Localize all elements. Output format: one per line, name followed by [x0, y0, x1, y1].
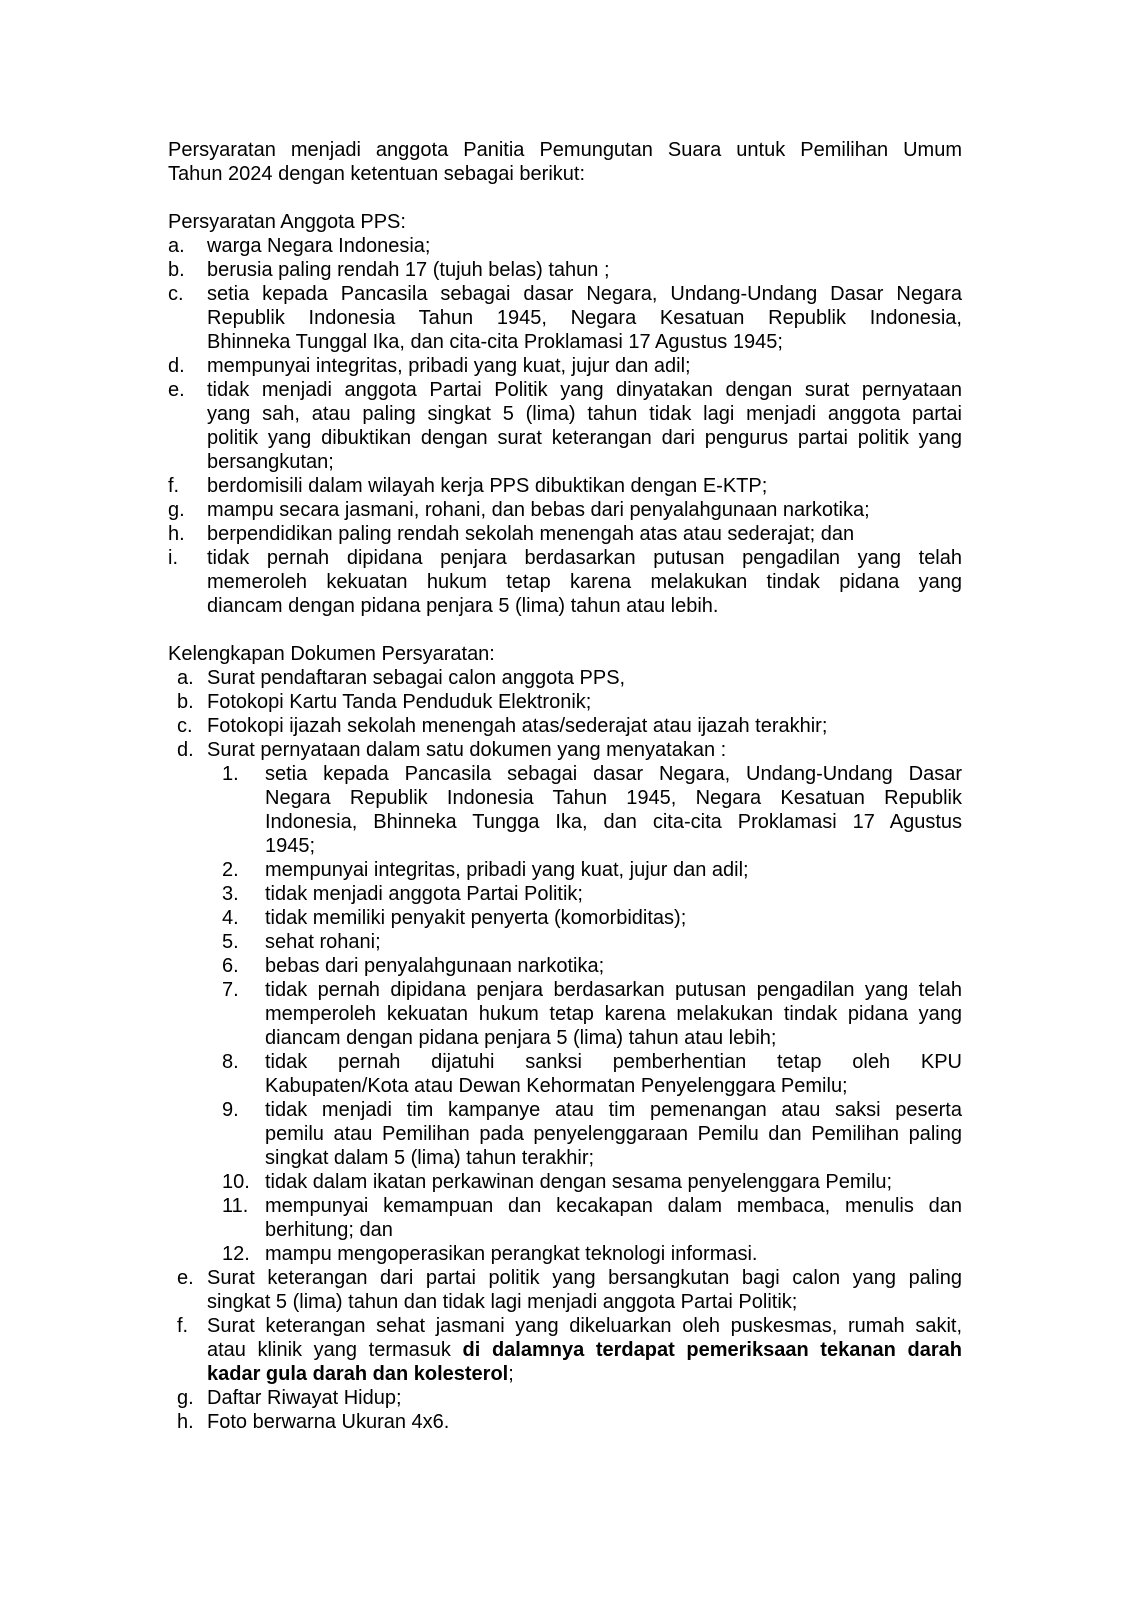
list-item-text: sehat rohani; — [265, 931, 381, 953]
statement-item-8 — [222, 1050, 962, 1098]
document-item-a — [168, 666, 962, 690]
document-item-g — [168, 1386, 962, 1410]
list-item-label: 3. — [222, 883, 239, 905]
list-item-text: mempunyai integritas, pribadi yang kuat, jujur dan adil; — [207, 355, 691, 377]
list-item-text — [207, 546, 962, 618]
statement-item-12 — [222, 1242, 962, 1266]
list-item-label: 7. — [222, 979, 239, 1001]
text-segment: atau klinik yang termasuk — [207, 1339, 463, 1361]
list-item-text — [265, 1098, 962, 1170]
text-line: berhitung; dan — [265, 1219, 393, 1241]
list-item-label: b. — [168, 259, 185, 281]
text-line — [207, 1314, 962, 1338]
list-item-label: 10. — [222, 1171, 250, 1193]
intro-paragraph — [168, 138, 962, 186]
text-line: setia kepada Pancasila sebagai dasar Negara, Undang-Undang Dasar — [265, 763, 962, 785]
statement-item-6 — [222, 954, 962, 978]
text-line: singkat dalam 5 (lima) tahun terakhir; — [265, 1147, 595, 1169]
list-item-text — [265, 1194, 962, 1242]
text-segment: Surat keterangan sehat jasmani yang dikeluarkan oleh puskesmas, rumah sakit, — [207, 1315, 962, 1337]
requirement-item-e — [168, 378, 962, 474]
list-item-text: Fotokopi ijazah sekolah menengah atas/sederajat atau ijazah terakhir; — [207, 715, 828, 737]
documents-heading: Kelengkapan Dokumen Persyaratan: — [168, 643, 495, 665]
list-item-text: tidak dalam ikatan perkawinan dengan sesama penyelenggara Pemilu; — [265, 1171, 893, 1193]
text-line: Negara Republik Indonesia Tahun 1945, Negara Kesatuan Republik — [265, 787, 962, 809]
statement-item-2 — [222, 858, 962, 882]
text-line: tidak pernah dipidana penjara berdasarkan putusan pengadilan yang telah — [265, 979, 962, 1001]
list-item-label: 5. — [222, 931, 239, 953]
list-item-text: berdomisili dalam wilayah kerja PPS dibuktikan dengan E-KTP; — [207, 475, 768, 497]
list-item-text: Daftar Riwayat Hidup; — [207, 1387, 402, 1409]
list-item-label: a. — [177, 667, 194, 689]
list-item-text: Foto berwarna Ukuran 4x6. — [207, 1411, 450, 1433]
list-item-text — [265, 978, 962, 1050]
list-item-text — [207, 1266, 962, 1314]
document-item-e — [168, 1266, 962, 1314]
list-item-label: 2. — [222, 859, 239, 881]
list-item-label: c. — [177, 715, 193, 737]
text-line: diancam dengan pidana penjara 5 (lima) tahun atau lebih. — [207, 595, 719, 617]
list-item-text — [265, 1050, 962, 1098]
blank-line — [168, 618, 962, 642]
requirements-heading: Persyaratan Anggota PPS: — [168, 211, 406, 233]
list-item-label: f. — [168, 475, 180, 497]
list-item-label: 11. — [222, 1195, 249, 1217]
text-line: memperoleh kekuatan hukum tetap karena melakukan tindak pidana yang — [265, 1003, 962, 1025]
text-line: bersangkutan; — [207, 451, 334, 473]
list-item-text: tidak memiliki penyakit penyerta (komorbiditas); — [265, 907, 687, 929]
list-item-label: f. — [177, 1315, 189, 1337]
statement-item-11 — [222, 1194, 962, 1242]
document-item-d — [168, 738, 962, 762]
text-line: tidak pernah dipidana penjara berdasarkan putusan pengadilan yang telah — [207, 547, 962, 569]
list-item-text — [207, 282, 962, 354]
list-item-label: e. — [168, 379, 185, 401]
list-item-label: i. — [168, 547, 178, 569]
text-line: Kabupaten/Kota atau Dewan Kehormatan Penyelenggara Pemilu; — [265, 1075, 848, 1097]
statement-item-5 — [222, 930, 962, 954]
requirement-item-d — [168, 354, 962, 378]
statement-item-10 — [222, 1170, 962, 1194]
text-line: singkat 5 (lima) tahun dan tidak lagi menjadi anggota Partai Politik; — [207, 1291, 798, 1313]
list-item-label: 8. — [222, 1051, 239, 1073]
requirement-item-f — [168, 474, 962, 498]
list-item-label: 1. — [222, 763, 239, 785]
document-item-c — [168, 714, 962, 738]
list-item-label: 4. — [222, 907, 239, 929]
statement-item-4 — [222, 906, 962, 930]
list-item-text: Surat pendaftaran sebagai calon anggota PPS, — [207, 667, 626, 689]
text-line: tidak pernah dijatuhi sanksi pemberhentian tetap oleh KPU — [265, 1051, 962, 1073]
requirement-item-h — [168, 522, 962, 546]
list-item-text: warga Negara Indonesia; — [207, 235, 431, 257]
document-item-f — [168, 1314, 962, 1386]
requirement-item-g — [168, 498, 962, 522]
text-line: pemilu atau Pemilihan pada penyelenggaraan Pemilu dan Pemilihan paling — [265, 1123, 962, 1145]
text-line — [207, 1362, 962, 1386]
list-item-text — [207, 378, 962, 474]
list-item-label: d. — [168, 355, 185, 377]
text-line: Republik Indonesia Tahun 1945, Negara Kesatuan Republik Indonesia, — [207, 307, 962, 329]
list-item-text: berpendidikan paling rendah sekolah menengah atas atau sederajat; dan — [207, 523, 855, 545]
document-item-b — [168, 690, 962, 714]
text-line: 1945; — [265, 835, 316, 857]
list-item-label: h. — [168, 523, 185, 545]
list-item-label: b. — [177, 691, 194, 713]
text-line: Bhinneka Tunggal Ika, dan cita-cita Proklamasi 17 Agustus 1945; — [207, 331, 783, 353]
statement-item-1 — [222, 762, 962, 858]
list-item-text: Surat pernyataan dalam satu dokumen yang menyatakan : — [207, 739, 727, 761]
list-item-text — [207, 1314, 962, 1386]
statement-item-3 — [222, 882, 962, 906]
statement-list — [168, 762, 962, 1266]
list-item-text — [265, 762, 962, 858]
list-item-text: berusia paling rendah 17 (tujuh belas) tahun ; — [207, 259, 610, 281]
text-line: Indonesia, Bhinneka Tungga Ika, dan cita-cita Proklamasi 17 Agustus — [265, 811, 962, 833]
requirement-item-c — [168, 282, 962, 354]
list-item-label: 12. — [222, 1243, 250, 1265]
list-item-label: a. — [168, 235, 185, 257]
statement-item-9 — [222, 1098, 962, 1170]
text-line — [207, 1338, 962, 1362]
list-item-text: mampu mengoperasikan perangkat teknologi informasi. — [265, 1243, 758, 1265]
text-line: Tahun 2024 dengan ketentuan sebagai berikut: — [168, 163, 586, 185]
text-line: memeroleh kekuatan hukum tetap karena melakukan tindak pidana yang — [207, 571, 962, 593]
list-item-label: h. — [177, 1411, 194, 1433]
list-item-label: 6. — [222, 955, 239, 977]
requirement-item-i — [168, 546, 962, 618]
list-item-label: g. — [177, 1387, 194, 1409]
list-item-text: tidak menjadi anggota Partai Politik; — [265, 883, 583, 905]
blank-line — [168, 186, 962, 210]
text-line: mempunyai kemampuan dan kecakapan dalam membaca, menulis dan — [265, 1195, 962, 1217]
text-line: politik yang dibuktikan dengan surat keterangan dari pengurus partai politik yang — [207, 427, 962, 449]
list-item-text: mempunyai integritas, pribadi yang kuat, jujur dan adil; — [265, 859, 749, 881]
text-line: Persyaratan menjadi anggota Panitia Pemungutan Suara untuk Pemilihan Umum — [168, 139, 962, 161]
text-line: setia kepada Pancasila sebagai dasar Negara, Undang-Undang Dasar Negara — [207, 283, 962, 305]
list-item-label: d. — [177, 739, 194, 761]
list-item-label: 9. — [222, 1099, 239, 1121]
text-line: yang sah, atau paling singkat 5 (lima) tahun tidak lagi menjadi anggota partai — [207, 403, 962, 425]
document-item-h — [168, 1410, 962, 1434]
list-item-label: c. — [168, 283, 184, 305]
requirement-item-b — [168, 258, 962, 282]
list-item-label: e. — [177, 1267, 194, 1289]
bold-text-segment: di dalamnya terdapat pemeriksaan tekanan darah — [462, 1339, 962, 1361]
text-line: diancam dengan pidana penjara 5 (lima) tahun atau lebih; — [265, 1027, 777, 1049]
text-segment: ; — [508, 1363, 514, 1385]
text-line: tidak menjadi anggota Partai Politik yang dinyatakan dengan surat pernyataan — [207, 379, 962, 401]
text-line: Surat keterangan dari partai politik yang bersangkutan bagi calon yang paling — [207, 1267, 962, 1289]
text-line: tidak menjadi tim kampanye atau tim pemenangan atau saksi peserta — [265, 1099, 962, 1121]
requirement-item-a — [168, 234, 962, 258]
list-item-text: bebas dari penyalahgunaan narkotika; — [265, 955, 605, 977]
bold-text-segment: kadar gula darah dan kolesterol — [207, 1363, 509, 1385]
statement-item-7 — [222, 978, 962, 1050]
list-item-text: mampu secara jasmani, rohani, dan bebas dari penyalahgunaan narkotika; — [207, 499, 870, 521]
list-item-text: Fotokopi Kartu Tanda Penduduk Elektronik; — [207, 691, 592, 713]
list-item-label: g. — [168, 499, 185, 521]
